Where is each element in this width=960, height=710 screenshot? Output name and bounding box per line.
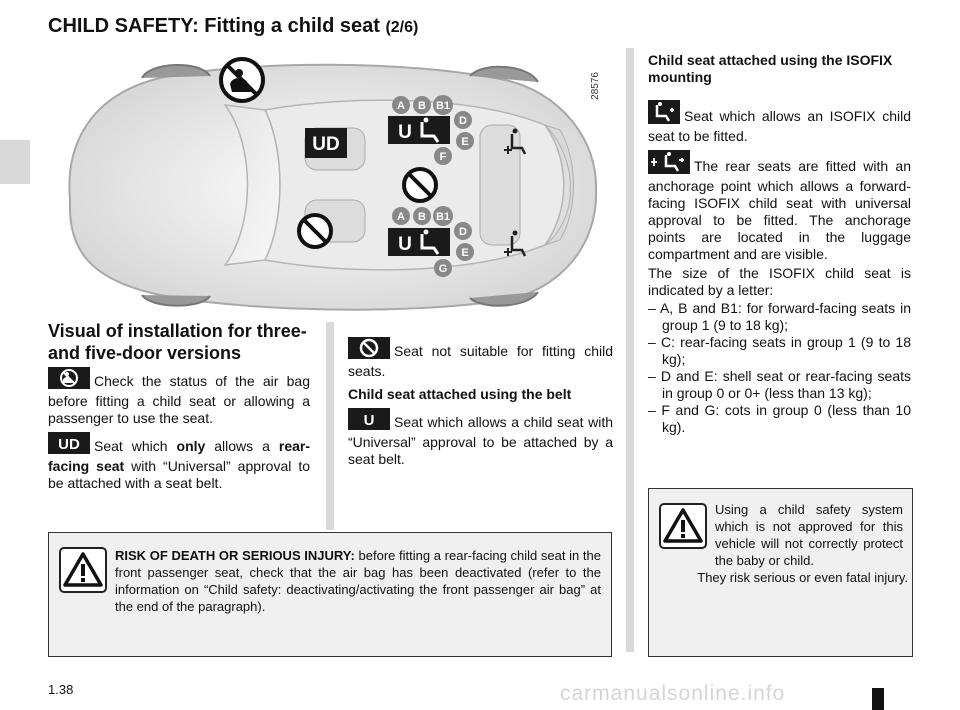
label-f: F [439, 151, 447, 163]
no-entry-icon [348, 337, 390, 363]
anchor-text: The rear seats are fitted with an anchorage point which allows a forward-facing ISOFIX child seat with universal approval to be fitted. The anchorage points are located in the luggage compartment and are visible. [648, 158, 911, 262]
label-b1-bottom: B1 [435, 211, 451, 223]
ud-bold-2: rear-facing seat [48, 438, 311, 474]
u-badge-top-label: U [398, 122, 412, 143]
label-b-top: B [418, 100, 426, 112]
figure-code: 28576 [590, 72, 601, 100]
ud-badge-icon [48, 432, 90, 458]
size-item: – C: rear-facing seats in group 1 (9 to 18 kg); [648, 334, 911, 367]
ud-text-3: with “Universal” approval to be attached with a seat belt. [48, 458, 311, 491]
not-suitable-text: Seat not suitable for fitting child seats. [348, 343, 613, 379]
risk-warning-box [48, 532, 612, 657]
size-intro: The size of the ISOFIX child seat is indicated by a letter: [648, 265, 911, 298]
size-item: – D and E: shell seat or rear-facing seats in group 0 or 0+ (less than 13 kg); [648, 368, 911, 401]
label-d-bottom: D [459, 226, 467, 238]
u-badge-bottom-label: U [398, 234, 412, 255]
label-b1-top: B1 [435, 100, 451, 112]
label-e-bottom: E [461, 247, 469, 259]
system-warning-box [648, 488, 913, 657]
rear-bench [480, 125, 520, 245]
not-suitable-paragraph [348, 337, 613, 380]
page-number: 1.38 [48, 682, 74, 697]
system-warning-text: Using a child safety system which is not approved for this vehicle will not correctly protect the baby or child. [715, 502, 903, 568]
risk-warning-text [115, 547, 601, 615]
warning-triangle-icon-2 [659, 503, 707, 553]
title-part: (2/6) [385, 19, 419, 36]
wheel-front-left [142, 65, 210, 78]
risk-text: before fitting a rear-facing child seat in the front passenger seat, check that the air bag has been deactivated (refer to the information on “Child safety: deactivating/activating the front passenger air bag” at the end of the paragraph). [115, 548, 601, 614]
label-e-top: E [461, 136, 469, 148]
u-icon-label: U [363, 412, 375, 429]
anchor-paragraph [648, 150, 911, 263]
isofix-anchor-icon [648, 150, 690, 178]
label-a-top: A [397, 100, 405, 112]
watermark: carmanualsonline.info [560, 682, 786, 705]
label-a-bottom: A [397, 211, 405, 223]
label-b-bottom: B [418, 211, 426, 223]
isofix-seat-paragraph [648, 100, 911, 145]
warning-triangle-icon [59, 547, 107, 597]
ud-bold-1: only [176, 438, 206, 454]
label-d-top: D [459, 115, 467, 127]
page-title [48, 15, 418, 38]
size-item: – A, B and B1: for forward-facing seats in group 1 (9 to 18 kg); [648, 300, 911, 333]
wheel-front-right [142, 295, 210, 306]
no-entry-rear-middle-icon [404, 169, 436, 201]
ud-badge [305, 128, 347, 158]
ud-icon-label: UD [58, 436, 80, 453]
airbag-warning-marker [221, 59, 263, 101]
ud-text-1: Seat which [94, 438, 177, 454]
u-paragraph [348, 408, 613, 468]
isofix-seat-icon [648, 100, 680, 128]
isofix-heading: Child seat attached using the ISOFIX mounting [648, 52, 893, 85]
side-tab-marker [0, 140, 30, 184]
label-g: G [438, 263, 448, 275]
u-text: Seat which allows a child seat with “Universal” approval to be attached by a seat belt. [348, 414, 613, 467]
isofix-seat-text: Seat which allows an ISOFIX child seat to be fitted. [648, 108, 911, 144]
airbag-check-icon [48, 367, 90, 393]
car-seat-diagram [50, 50, 610, 312]
ud-badge-label: UD [312, 134, 340, 155]
system-warning-text-2: They risk serious or even fatal injury. [697, 570, 908, 585]
u-badge-icon [348, 408, 390, 434]
column-divider-left [326, 322, 334, 530]
airbag-check-paragraph [48, 367, 310, 427]
title-text: CHILD SAFETY: Fitting a child seat [48, 15, 380, 37]
size-list [648, 300, 911, 436]
risk-bold: RISK OF DEATH OR SERIOUS INJURY: [115, 548, 355, 563]
no-entry-driver-icon [299, 215, 331, 247]
ud-paragraph [48, 432, 310, 492]
belt-heading: Child seat attached using the belt [348, 386, 572, 402]
ud-text-2: allows a [205, 438, 279, 454]
airbag-check-text: Check the status of the air bag before fitting a child seat or allowing a passenger to use the seat. [48, 373, 310, 426]
column-divider-right [626, 48, 634, 652]
corner-mark [872, 688, 884, 710]
section-heading: Visual of installation for three- and five-door versions [48, 321, 307, 363]
size-item: – F and G: cots in group 0 (less than 10 kg). [648, 402, 911, 435]
